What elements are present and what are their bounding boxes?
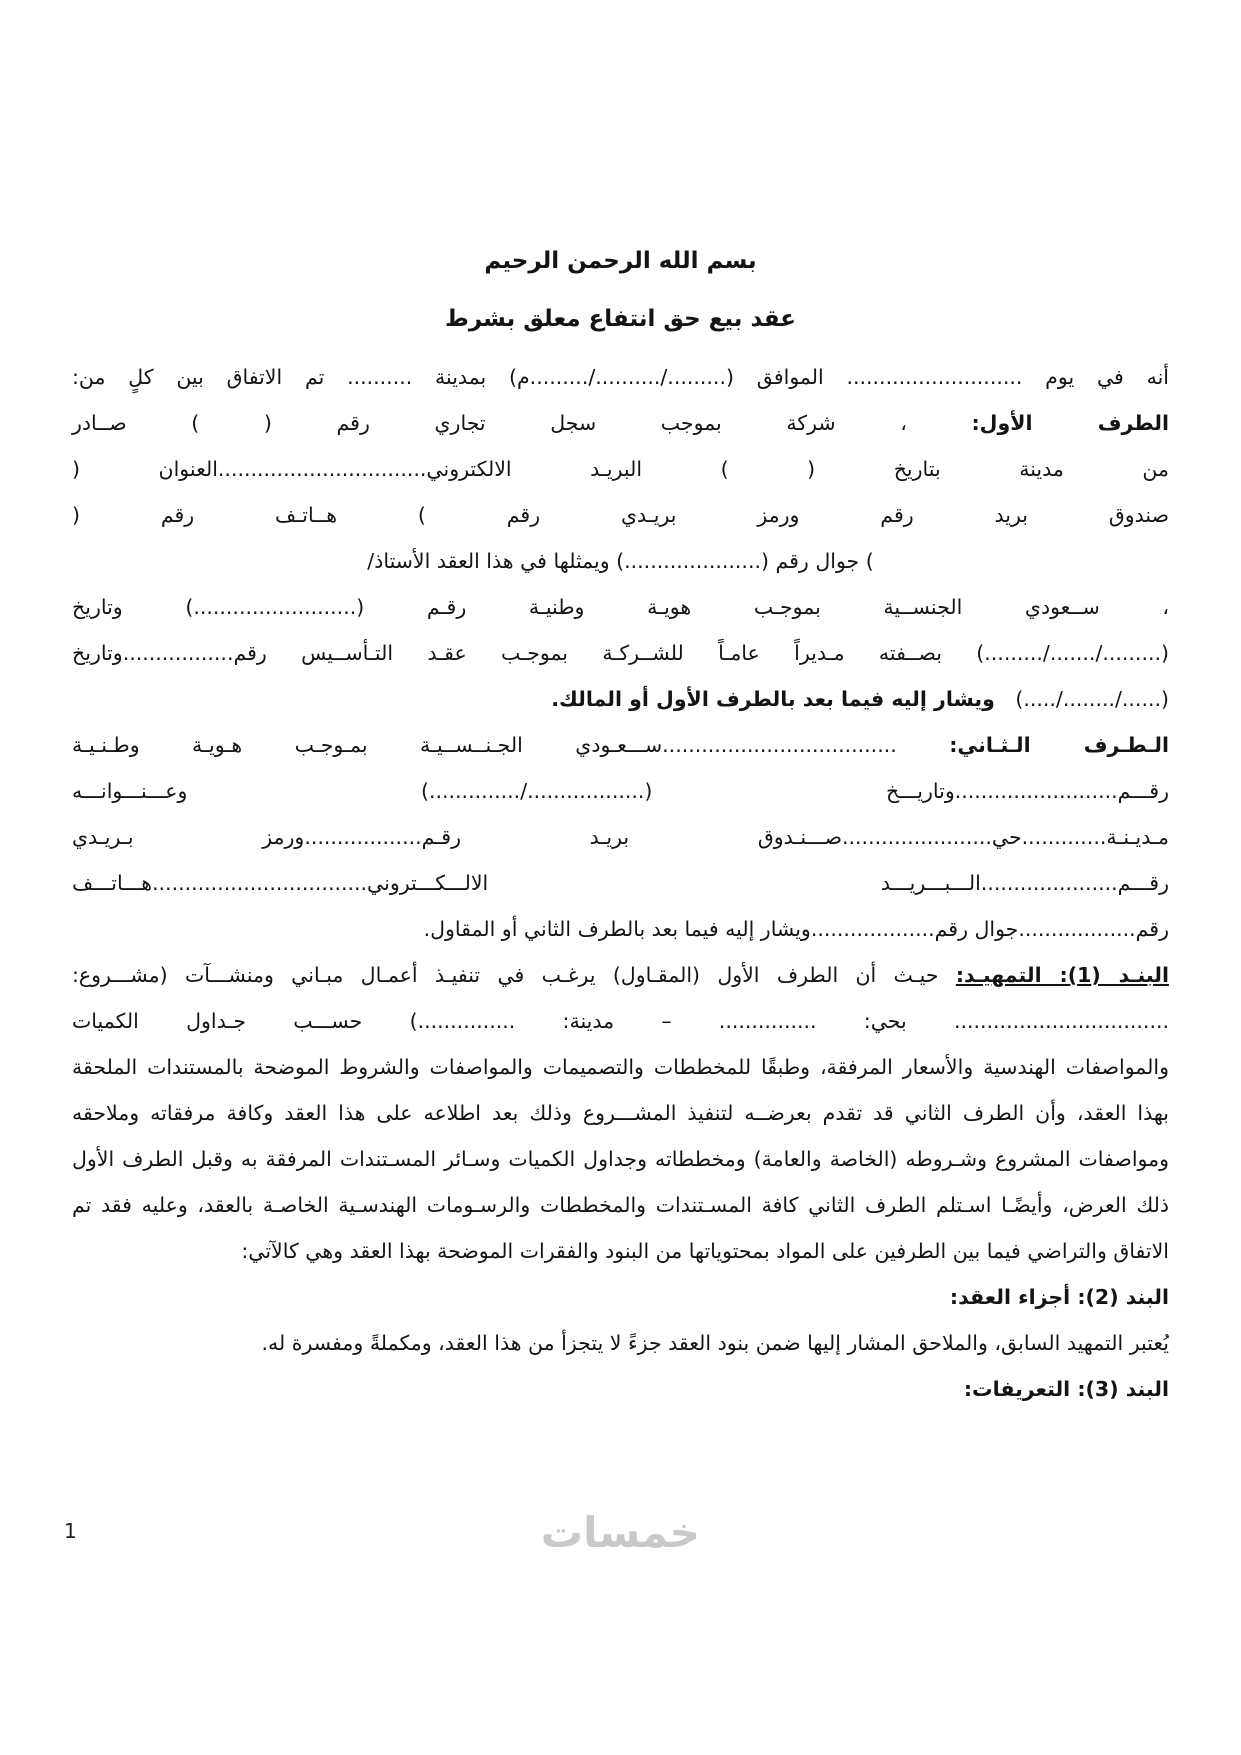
party2-label: الـطـرف الـثـاني: [949,733,1169,757]
party1-founding-date: (....../......../.....) [1015,687,1169,711]
party1-section [72,400,1169,722]
party2-line-4: رقـــم.....................الـــبـــريـــد الالـــكـــتروني.................................هـــاتـــف [72,871,1169,895]
band1-line-1-text: حيـث أن الطرف الأول (المقـاول) يرغـب في تنفيـذ أعمـال مبـاني ومنشـــآت (مشـــروع: [72,963,939,987]
party1-line-1 [72,400,1169,446]
band1-line-7: الاتفاق والتراضي فيما بين الطرفين على المواد بمحتوياتها من البنود والفقرات الموضحة بهذا العقد وهي كالآتي: [241,1239,1169,1263]
band3-heading: البند (3): التعريفات: [963,1377,1169,1401]
party1-line-2: من مدينة بتاريخ ( ) البريـد الالكتروني................................العنوان ( [72,457,1169,481]
band1-line-4: بهذا العقد، وأن الطرف الثاني قد تقدم بعرضــه لتنفيذ المشـــروع وذلك بعد اطلاعه على هذا العقد وكافة مرفقاته وملاحقه [72,1101,1169,1125]
band1-line-5: ومواصفات المشروع وشـروطه (الخاصة والعامة) ومخططاته وجداول الكميات وسـائر المسـتندات المرفقة به وقبل الطرف الأول [72,1147,1169,1171]
party1-label: الطرف الأول: [971,411,1169,435]
intro-line: أنه في يوم ........................... الموافق (........./........../.........م) بمدينة .......... تم الاتفاق بين كلٍ من: [72,365,1169,389]
party1-line-1-text: ، شركة بموجب سجل تجاري رقم ( ) صــادر [72,411,907,435]
basmala: بسم الله الرحمن الرحيم [484,248,757,274]
party1-line-5: ، ســعودي الجنســية بموجـب هويـة وطنيـة رقـم (.........................) وتاريخ [72,595,1169,619]
party1-line-6: (........./......./.........) بصــفته مـديراً عامـاً للشــركـة بموجـب عقـد التـأســيس رقم.................وتاريخ [72,641,1169,665]
party1-designation-note: ويشار إليه فيما بعد بالطرف الأول أو المالك. [551,687,995,711]
party2-line-1-text: ....................................ســـعـودي الجـنــســيـة بمـوجـب هـويـة وطـنـيـة [72,733,897,757]
band1-heading: البنـد (1): التمهيـد: [955,963,1169,987]
party2-line-1 [72,722,1169,768]
party2-line-3: مـديـنـة.............حي.......................صـــنـدوق بريـد رقـم..................ورمز بـريـدي [72,825,1169,849]
band1-section [72,952,1169,1274]
party2-line-2: رقـــم.........................وتاريـــخ (................../..............) وعـــنـــوانـــه [72,779,1169,803]
band1-line-6: ذلك العرض، وأيضًـا اسـتلم الطرف الثاني كافة المسـتندات والمخططات والرسـومات الهندسـية الخاصـة بالعقد، وعليه فقد تم [72,1193,1169,1217]
party1-line-7 [72,676,1169,722]
band1-line-1 [72,952,1169,998]
band3-section [72,1366,1169,1412]
party2-section [72,722,1169,952]
band2-section [72,1274,1169,1366]
party1-line-3: صندوق بريد رقم ورمز بريـدي رقم ) هــاتـف رقم ( [72,503,1169,527]
page-number: 1 [64,1519,77,1543]
band1-line-3: والمواصفات الهندسية والأسعار المرفقة، وطبقًا للمخططات والتصميمات والمواصفات والشروط الموضحة بالمستندات الملحقة [72,1055,1169,1079]
document-title: عقد بيع حق انتفاع معلق بشرط [444,306,797,332]
party2-line-5: رقم..................جوال رقم...................ويشار إليه فيما بعد بالطرف الثاني أو المقاول. [423,917,1169,941]
khamsat-watermark: خمسات [540,1508,701,1557]
band2-text: يُعتبر التمهيد السابق، والملاحق المشار إليها ضمن بنود العقد جزءً لا يتجزأ من هذا العقد، ومكملةً ومفسرة له. [261,1331,1169,1355]
band2-heading: البند (2): أجزاء العقد: [949,1285,1169,1309]
party1-line-4: ) جوال رقم (.....................) ويمثلها في هذا العقد الأستاذ/ [367,549,874,573]
document-content [72,238,1169,1412]
band1-line-2: ................................. بحي: ............... – مدينة: ...............) حســـب جـداول الكميات [72,1009,1169,1033]
